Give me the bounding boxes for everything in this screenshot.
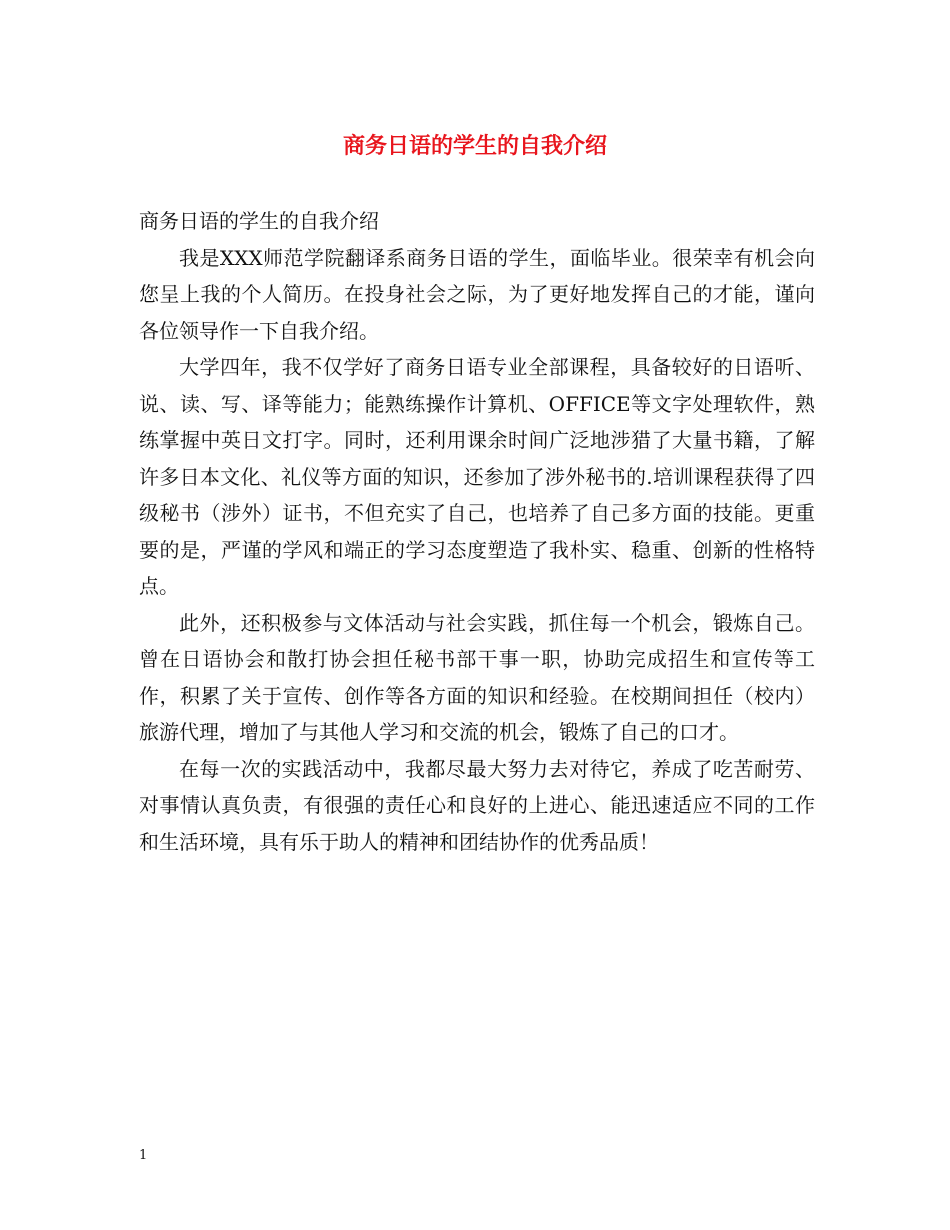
document-subtitle: 商务日语的学生的自我介绍 <box>139 209 379 233</box>
paragraph-4: 在每一次的实践活动中，我都尽最大努力去对待它，养成了吃苦耐劳、对事情认真负责，有很强的责任心和良好的上进心、能迅速适应不同的工作和生活环境，具有乐于助人的精神和团结协作的优秀品质！ <box>139 756 815 854</box>
page-number: 1 <box>139 1148 148 1163</box>
paragraph-3: 此外，还积极参与文体活动与社会实践，抓住每一个机会，锻炼自己。曾在日语协会和散打协会担任秘书部干事一职，协助完成招生和宣传等工作，积累了关于宣传、创作等各方面的知识和经验。在校期间担任（校内）旅游代理，增加了与其他人学习和交流的机会，锻炼了自己的口才。 <box>139 610 815 744</box>
paragraph-2: 大学四年，我不仅学好了商务日语专业全部课程，具备较好的日语听、说、读、写、译等能力；能熟练操作计算机、OFFICE等文字处理软件，熟练掌握中英日文打字。同时，还利用课余时间广泛地涉猎了大量书籍，了解许多日本文化、礼仪等方面的知识，还参加了涉外秘书的.培训课程获得了四级秘书（涉外）证书，不但充实了自己，也培养了自己多方面的技能。更重要的是，严谨的学风和端正的学习态度塑造了我朴实、稳重、创新的性格特点。 <box>139 355 815 598</box>
document-title: 商务日语的学生的自我介绍 <box>342 134 607 159</box>
document-body <box>139 203 815 860</box>
paragraph-1: 我是XXX师范学院翻译系商务日语的学生，面临毕业。很荣幸有机会向您呈上我的个人简历。在投身社会之际，为了更好地发挥自己的才能，谨向各位领导作一下自我介绍。 <box>139 245 815 343</box>
